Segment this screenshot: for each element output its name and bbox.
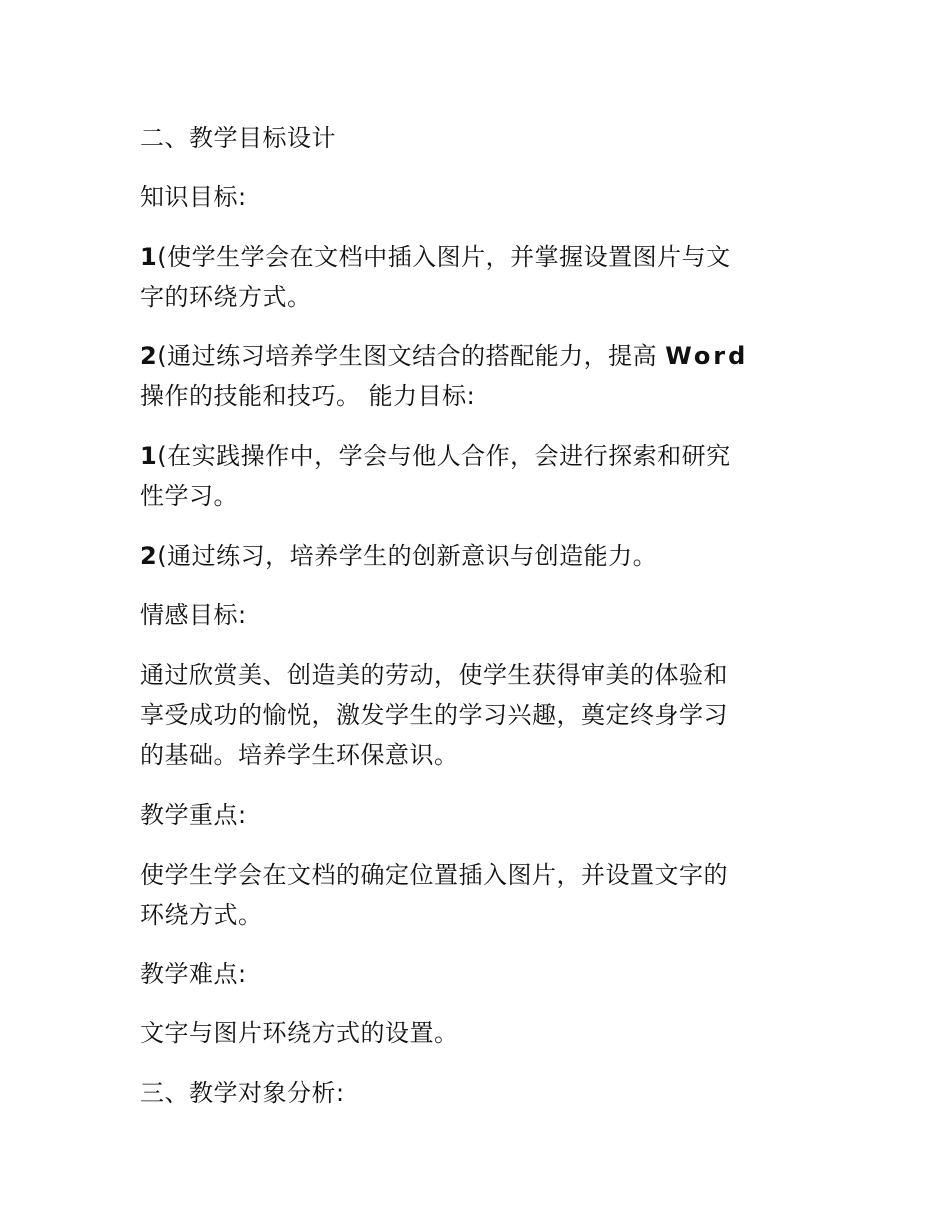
list-text: (在实践操作中，学会与他人合作，会进行探索和研究 <box>157 442 731 470</box>
difficult-points-text: 文字与图片环绕方式的设置。 <box>140 1019 459 1047</box>
emotion-goal-line-3: 的基础。培养学生环保意识。 <box>140 741 459 769</box>
ability-goal-2-line-1 <box>140 536 820 576</box>
key-points-label: 教学重点: <box>140 801 247 829</box>
ability-goal-1-line-2: 性学习。 <box>140 482 238 510</box>
knowledge-goal-2-line-2: 操作的技能和技巧。 能力目标: <box>140 382 476 410</box>
section-two-heading: 二、教学目标设计 <box>140 124 336 152</box>
list-number: 1 <box>140 243 158 271</box>
emotion-goal-line-1: 通过欣赏美、创造美的劳动，使学生获得审美的体验和 <box>140 661 728 689</box>
list-text: (使学生学会在文档中插入图片，并掌握设置图片与文 <box>157 243 731 271</box>
difficult-points-label: 教学难点: <box>140 960 247 988</box>
section-three-heading: 三、教学对象分析: <box>140 1079 345 1107</box>
word-term: Word <box>665 342 749 370</box>
list-number: 2 <box>140 342 158 370</box>
knowledge-goals-label: 知识目标: <box>140 183 247 211</box>
knowledge-goal-1-line-1 <box>140 237 820 277</box>
list-number: 1 <box>140 442 158 470</box>
list-number: 2 <box>140 542 158 570</box>
emotion-goal-line-2: 享受成功的愉悦，激发学生的学习兴趣，奠定终身学习 <box>140 701 728 729</box>
emotion-goals-label: 情感目标: <box>140 601 247 629</box>
ability-goal-1-line-1 <box>140 436 820 476</box>
knowledge-goal-1-line-2: 字的环绕方式。 <box>140 283 312 311</box>
key-points-line-1: 使学生学会在文档的确定位置插入图片，并设置文字的 <box>140 861 728 889</box>
list-text: (通过练习培养学生图文结合的搭配能力，提高 <box>157 342 666 370</box>
key-points-line-2: 环绕方式。 <box>140 901 263 929</box>
list-text: (通过练习，培养学生的创新意识与创造能力。 <box>157 542 658 570</box>
knowledge-goal-2-line-1 <box>140 336 820 376</box>
